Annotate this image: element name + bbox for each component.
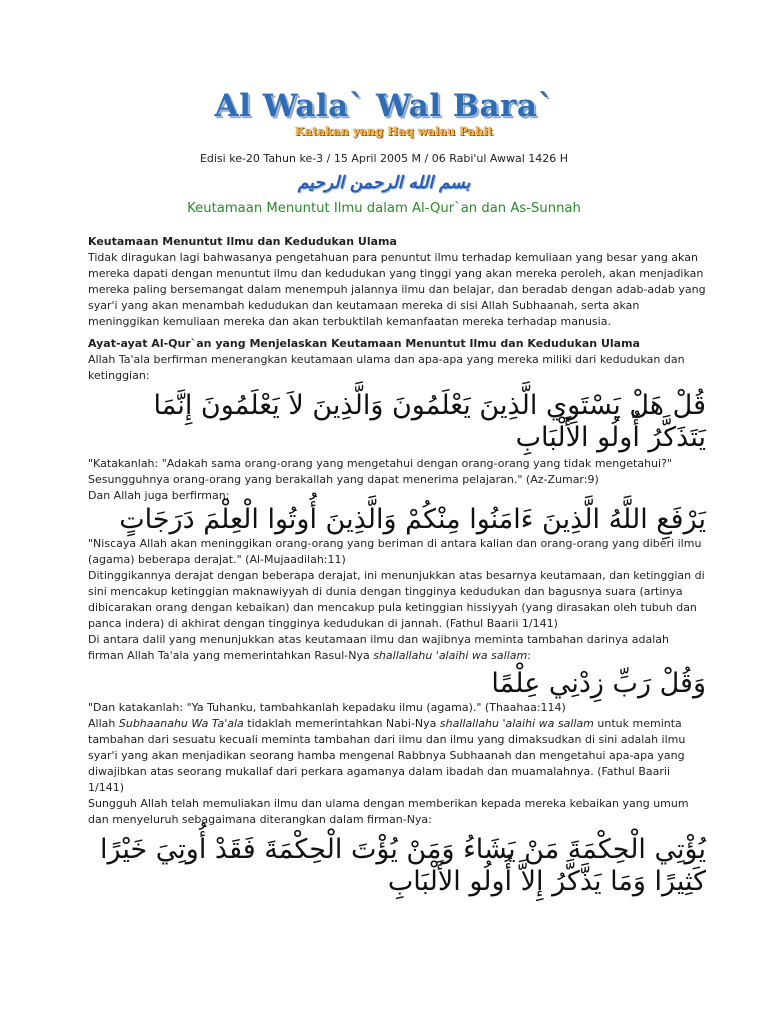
- arabic-verse: يُؤْتِي الْحِكْمَةَ مَنْ يَشَاءُ وَمَنْ يُؤْتَ الْحِكْمَةَ فَقَدْ أُوتِيَ خَيْرًا كَثِيرًا وَمَا يَذَّكَّرُ إِلاَّ أُولُو الأَلْبَابِ: [99, 834, 706, 897]
- section-heading: Keutamaan Menuntut Ilmu dan Kedudukan Ulama: [88, 235, 397, 248]
- text-italic: shallallahu 'alaihi wa sallam: [439, 717, 594, 730]
- text: tidaklah memerintahkan Nabi-Nya: [243, 717, 440, 730]
- paragraph: [88, 716, 706, 796]
- translation: "Dan katakanlah: "Ya Tuhanku, tambahkanlah kepadaku ilmu (agama)." (Thaahaa:114): [88, 701, 566, 714]
- edition-info: Edisi ke-20 Tahun ke-3 / 15 April 2005 M / 06 Rabi'ul Awwal 1426 H: [199, 152, 569, 165]
- paragraph: [88, 632, 706, 664]
- paragraph: Sungguh Allah telah memuliakan ilmu dan ulama dengan memberikan kepada mereka kebaikan yang umum dan menyeluruh sebagaimana diterangkan dalam firman-Nya:: [88, 797, 689, 826]
- section-keutamaan: [88, 234, 706, 330]
- text: untuk meminta tambahan dari sesuatu kecuali meminta tambahan dari ilmu dan ilmu yang dimaksudkan di sini adalah ilmu syar'i yang akan menjadikan seorang hamba mengenal Rabbnya Subhaanah dan mengetahui apa-apa yang diwajibkan atas seorang mukallaf dari perkara agamanya dalam ibadah dan muamalahnya. (Fathul Baarii 1/141): [88, 717, 686, 794]
- translation: "Niscaya Allah akan meninggikan orang-orang yang beriman di antara kalian dan orang-orang yang diberi ilmu (agama) beberapa derajat." (Al-Mujaadilah:11): [88, 537, 702, 566]
- article-title: Keutamaan Menuntut Ilmu dalam Al-Qur`an dan As-Sunnah: [187, 201, 581, 216]
- section-heading: Ayat-ayat Al-Qur`an yang Menjelaskan Keutamaan Menuntut Ilmu dan Kedudukan Ulama: [88, 337, 640, 350]
- text-italic: Subhaanahu Wa Ta'ala: [118, 717, 244, 730]
- text: :: [527, 649, 531, 662]
- paragraph: Tidak diragukan lagi bahwasanya pengetahuan para penuntut ilmu terhadap kemuliaan yang besar yang akan mereka dapati dengan menuntut ilmu dan kedudukan yang tinggi yang akan mereka peroleh, akan menjadikan mereka paling bersemangat dalam menempuh jalannya ilmu dan belajar, dan beradab dengan adab-adab yang syar'i yang akan menambah kedudukan dan keutamaan mereka di sisi Allah Subhaanah, serta akan meninggikan kemuliaan mereka dan akan terbuktilah kemanfaatan mereka terhadap manusia.: [88, 251, 706, 328]
- text-italic: shallallahu 'alaihi wa sallam: [373, 649, 528, 662]
- masthead: [0, 88, 768, 218]
- paragraph: Allah Ta'ala berfirman menerangkan keutamaan ulama dan apa-apa yang mereka miliki dari kedudukan dan ketinggian:: [88, 353, 685, 382]
- arabic-verse: يَرْفَعِ اللَّهُ الَّذِينَ ءَامَنُوا مِنْكُمْ وَالَّذِينَ أُوتُوا الْعِلْمَ دَرَجَاتٍ: [119, 504, 706, 535]
- paragraph: Ditinggikannya derajat dengan beberapa derajat, ini menunjukkan atas besarnya keutamaan, dan ketinggian di sini mencakup ketinggian maknawiyyah di dunia dengan tingginya kedudukan dan bagusnya suara (artinya dibicarakan orang dengan kebaikan) dan mencakup pula ketinggian hissiyyah (yang dirasakan oleh tubuh dan panca indera) di akhirat dengan tingginya kedudukan di jannah. (Fathul Baarii 1/141): [88, 569, 705, 630]
- translation: "Katakanlah: "Adakah sama orang-orang yang mengetahui dengan orang-orang yang tidak mengetahui?" Sesungguhnya orang-orang yang berakallah yang dapat menerima pelajaran." (Az-Zumar:9): [88, 457, 672, 486]
- paragraph: Dan Allah juga berfirman:: [88, 489, 230, 502]
- text: Allah: [88, 717, 119, 730]
- section-ayat: [88, 336, 706, 898]
- bismillah-calligraphy: بسم الله الرحمن الرحيم: [297, 173, 471, 193]
- site-logo: Al Wala` Wal Bara`: [214, 88, 554, 124]
- text: Di antara dalil yang menunjukkan atas keutamaan ilmu dan wajibnya meminta tambahan darinya adalah firman Allah Ta'ala yang memerintahkan Rasul-Nya: [88, 633, 670, 662]
- arabic-verse: قُلْ هَلْ يَسْتَوِي الَّذِينَ يَعْلَمُونَ وَالَّذِينَ لاَ يَعْلَمُونَ إِنَّمَا يَتَذَكَّرُ أُولُو الأَلْبَابِ: [153, 390, 706, 453]
- arabic-verse: وَقُلْ رَبِّ زِدْنِي عِلْمًا: [491, 668, 706, 699]
- site-tagline: Katakan yang Haq walau Pahit: [294, 124, 494, 138]
